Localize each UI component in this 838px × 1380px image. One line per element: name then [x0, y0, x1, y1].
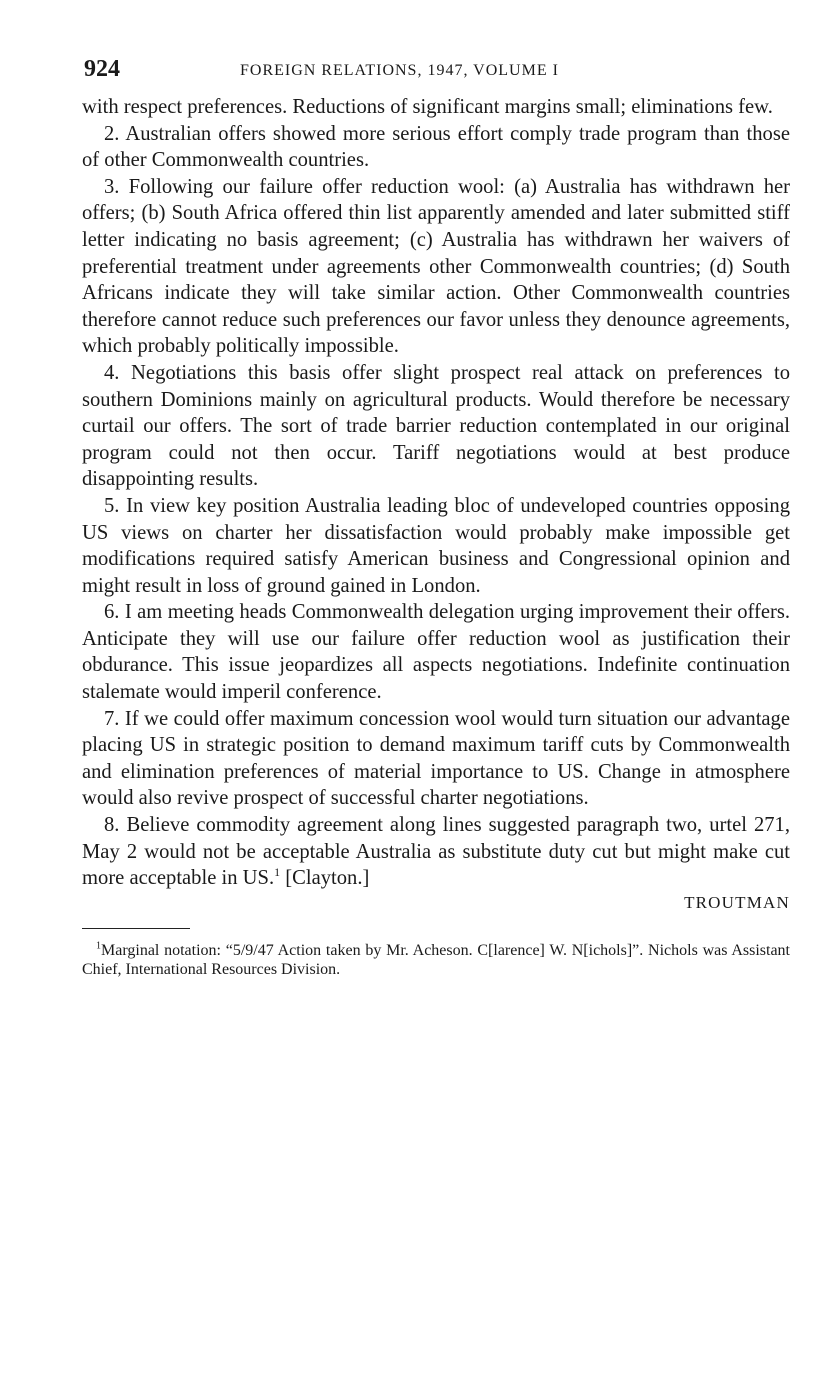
paragraph-continuation: with respect preferences. Reductions of significant margins small; eliminations few. [82, 96, 773, 118]
footnote-divider [82, 928, 190, 929]
paragraph-8 [82, 812, 790, 892]
paragraph-6: 6. I am meeting heads Commonwealth delegation urging improvement their offers. Anticipate they will use our failure offer reduction wool as justification their obdurance. This issue jeopardizes all aspects negotiations. Indefinite continuation stalemate would imperil conference. [82, 601, 790, 704]
document-page [82, 56, 790, 979]
footnote [82, 941, 790, 979]
footnote-reference: 1 [274, 865, 281, 880]
paragraph-5: 5. In view key position Australia leading bloc of undeveloped countries opposing US views on charter her dissatisfaction would probably make impossible get modifications required satisfy American business and Congressional opinion and might result in loss of ground gained in London. [82, 494, 790, 597]
body-text [82, 94, 790, 892]
page-number: 924 [84, 56, 120, 82]
paragraph-8-text: 8. Believe commodity agreement along lines suggested paragraph two, urtel 271, May 2 would not be acceptable Australia as substitute duty cut but might make cut more acceptable in US. [82, 814, 790, 890]
footnote-marker: 1 [96, 940, 101, 952]
paragraph-7: 7. If we could offer maximum concession wool would turn situation our advantage placing US in strategic position to demand maximum tariff cuts by Commonwealth and elimination preferences of material importance to US. Change in atmosphere would also revive prospect of successful charter negotiations. [82, 707, 790, 810]
footnote-text: Marginal notation: “5/9/47 Action taken by Mr. Acheson. C[larence] W. N[ichols]”. Nichols was Assistant Chief, International Resources Division. [82, 941, 790, 978]
paragraph-3: 3. Following our failure offer reduction wool: (a) Australia has withdrawn her offers; (b) South Africa offered thin list apparently amended and later submitted stiff letter indicating no basis agreement; (c) Australia has withdrawn her waivers of preferential treatment under agreements other Commonwealth countries; (d) South Africans indicate they will take similar action. Other Commonwealth countries therefore cannot reduce such preferences our favor unless they denounce agreements, which probably politically impossible. [82, 175, 790, 358]
paragraph-2: 2. Australian offers showed more serious effort comply trade program than those of other Commonwealth countries. [82, 122, 790, 172]
paragraph-8-closing: [Clayton.] [280, 867, 370, 890]
running-head [82, 56, 790, 86]
running-head-title: FOREIGN RELATIONS, 1947, VOLUME I [240, 62, 559, 79]
paragraph-4: 4. Negotiations this basis offer slight prospect real attack on preferences to southern Dominions mainly on agricultural products. Would therefore be necessary curtail our offers. The sort of trade barrier reduction contemplated in our original program could not then occur. Tariff negotiations would at best produce disappointing results. [82, 361, 790, 491]
signature: TROUTMAN [684, 892, 790, 912]
